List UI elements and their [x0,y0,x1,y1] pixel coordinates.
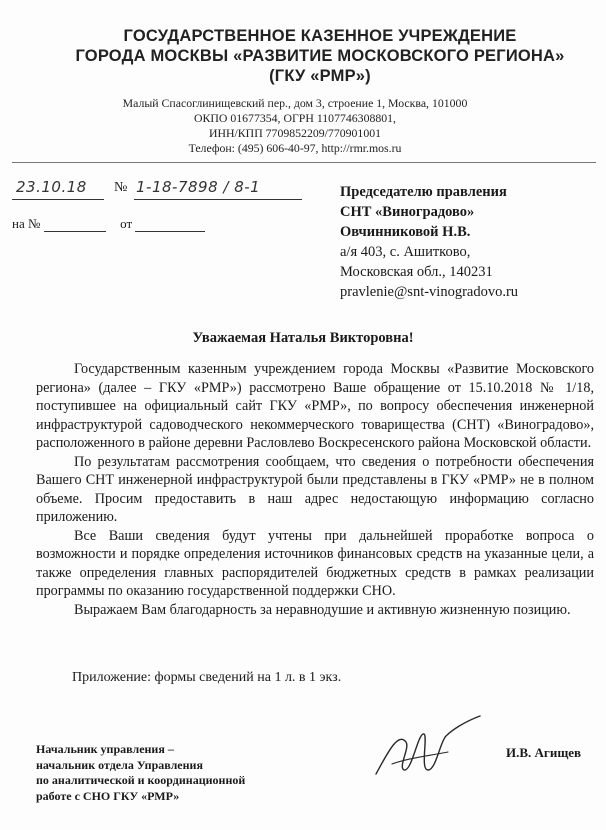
handwritten-date: 23.10.18 [16,178,87,196]
contact-phone: Телефон: (495) 606-40-97, http://rmr.mos.ru [188,141,402,155]
organization-contacts [100,96,490,156]
addressee-block [340,182,600,302]
org-line: ГОРОДА МОСКВЫ «РАЗВИТИЕ МОСКОВСКОГО РЕГИОНА» [75,47,565,65]
body-paragraph: Государственным казенным учреждением города Москвы «Развитие Московского региона» (далее – ГКУ «РМР») рассмотрено Ваше обращение от 15.10.2018 № 1/18, поступившее на официальный сайт ГКУ «РМР», по вопросу обеспечения инженерной инфраструктурой садоводческого некоммерческого товарищества (СНТ) «Виноградово», расположенного в районе деревни Расловлево Воскресенского района Московской области. [36,361,594,451]
number-sign: № [114,180,128,195]
body-paragraph: По результатам рассмотрения сообщаем, что сведения о потребности обеспечения Вашего СНТ инженерной инфраструктурой были представлены в ГКУ «РМР» не в полном объеме. Просим предоставить в наш адрес недостающую информацию согласно приложению. [36,453,594,525]
outgoing-reference [12,178,312,202]
reply-prefix: на № [12,216,41,231]
organization-name [60,26,580,86]
addressee-email: pravlenie@snt-vinogradovo.ru [340,284,519,300]
incoming-reference [12,216,205,232]
body-paragraph: Все Ваши сведения будут учтены при дальнейшей проработке вопроса о возможности и порядке определения источников финансовых средств на указанные цели, а также определения главных распорядителей бюджетных средств в рамках реализации программы по оказанию государственной поддержки СНО. [36,527,594,599]
contact-inn: ИНН/КПП 7709852209/770901001 [208,126,382,140]
reply-date-blank [135,219,205,232]
contact-address: Малый Спасоглинищевский пер., дом 3, строение 1, Москва, 101000 [122,96,468,110]
signatory-title-line: начальник отдела Управления [36,757,203,772]
signatory-name: И.В. Агищев [506,745,582,760]
signatory-title-line: Начальник управления – [36,742,174,756]
addressee-name: Овчинниковой Н.В. [340,224,471,240]
handwritten-number: 1-18-7898 / 8-1 [136,178,261,196]
handwritten-signature [368,712,488,782]
letter-body [36,360,594,619]
salutation: Уважаемая Наталья Викторовна! [192,330,414,346]
signatory-title-line: по аналитической и координационной [36,773,246,787]
body-paragraph: Выражаем Вам благодарность за неравнодушие и активную жизненную позицию. [74,601,571,618]
addressee-organization: СНТ «Виноградово» [340,204,475,220]
number-underline [134,199,302,200]
reply-from-label: от [120,216,133,231]
header-divider [12,162,596,163]
reply-number-blank [44,219,106,232]
addressee-po-box: а/я 403, с. Ашитково, [340,244,471,260]
date-underline [12,199,104,200]
appendix-note: Приложение: формы сведений на 1 л. в 1 экз. [72,670,342,685]
org-line: ГОСУДАРСТВЕННОЕ КАЗЕННОЕ УЧРЕЖДЕНИЕ [123,27,517,45]
addressee-region: Московская обл., 140231 [340,264,493,280]
signatory-title-line: работе с СНО ГКУ «РМР» [36,788,180,803]
org-line: (ГКУ «РМР») [269,67,371,85]
addressee-position: Председателю правления [340,184,507,200]
signatory-title [36,742,245,804]
contact-okpo: ОКПО 01677354, ОГРН 1107746308801, [193,111,397,125]
